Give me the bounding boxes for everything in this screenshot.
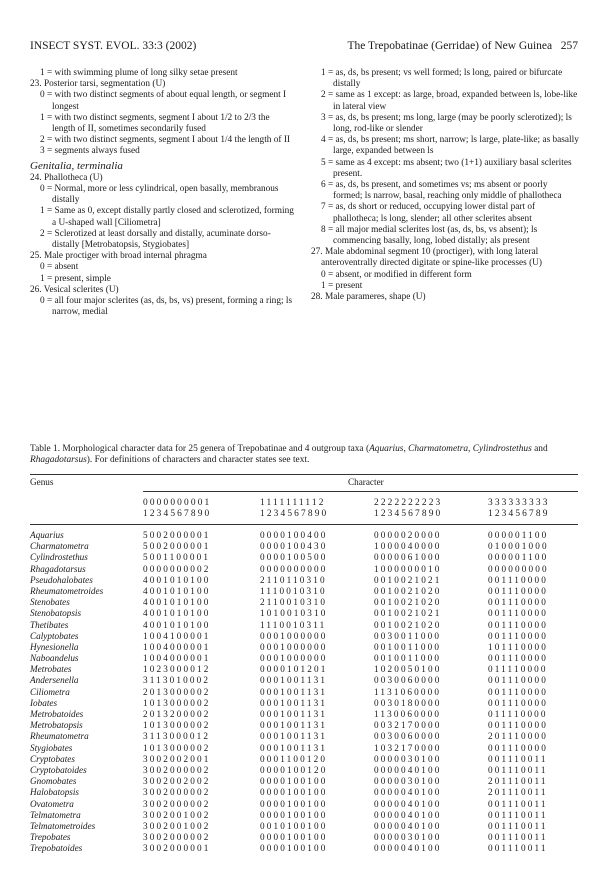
table-row: [30, 675, 578, 686]
genus-name: Halobatopsis: [30, 787, 80, 798]
character-states-block-3: 1130060000: [374, 709, 442, 719]
character-states-block-4: 000001100: [488, 530, 549, 540]
genus-name: Metrobatopsis: [30, 720, 83, 731]
genus-name: Charmatometra: [30, 541, 89, 552]
character-states-block-4: 001110000: [488, 742, 549, 753]
character-states-block-1: 1023000012: [143, 664, 211, 675]
table-row: [30, 821, 578, 832]
character-states-block-1: 5001100001: [143, 552, 211, 563]
table-row: [30, 642, 578, 653]
genus-name: Trepobatoides: [30, 843, 83, 854]
character-states-block-3: 0000030100: [374, 753, 442, 764]
character-states-block-3: 0032170000: [374, 720, 442, 731]
character-states-block-4: 001110000: [488, 697, 549, 708]
character-states-block-2: 0010100100: [260, 820, 328, 831]
table-row: [30, 698, 578, 709]
character-states-block-4: 001110011: [488, 820, 548, 831]
table-row: [30, 720, 578, 731]
genus-name: Trepobates: [30, 832, 71, 843]
caption-text: Table 1. Morphological character data for 25 genera of Trepobatinae and 4 outgroup taxa (: [30, 444, 370, 454]
units-row: [30, 509, 578, 520]
character-heading: 23. Posterior tarsi, segmentation (U): [30, 79, 166, 90]
character-states-block-4: 101110000: [488, 641, 549, 652]
character-state: 2 = Sclerotized at least dorsally and distally, acuminate dorso-distally [Metrobatopsis, Stygiobates]: [40, 228, 271, 251]
character-states-block-1: 3002002002: [143, 776, 211, 787]
genus-name: Pseudohalobates: [30, 574, 93, 585]
character-states-block-1: 3002000002: [143, 798, 211, 809]
table-row: [30, 653, 578, 664]
character-states-block-2: 0000100100: [260, 843, 328, 854]
genus-name: Metrobatoides: [30, 709, 84, 719]
running-title-and-page: [347, 40, 578, 52]
genus-name: Cylindrostethus: [30, 552, 88, 563]
character-states-block-2: 0000100100: [260, 776, 328, 787]
character-heading: 25. Male proctiger with broad internal phragma: [30, 251, 207, 262]
character-states-block-2: 2110110310: [260, 574, 327, 585]
table-row: [30, 810, 578, 821]
character-states-block-2: 0000100100: [260, 832, 328, 843]
character-states-block-1: 3002000001: [143, 843, 211, 854]
character-states-block-1: 1004100001: [143, 630, 211, 641]
page-number: 257: [560, 40, 578, 52]
running-title: The Trepobatinae (Gerridae) of New Guinea: [347, 40, 553, 52]
character-states-block-4: 001110011: [488, 798, 548, 809]
left-text-column: [30, 68, 294, 318]
character-states-block-2: 0001100120: [260, 753, 328, 764]
genus-name: Cryptobatoides: [30, 764, 87, 775]
character-state: 1 = with two distinct segments, segment I about 1/2 to 2/3 the length of II, sometimes secondarily fused: [40, 112, 270, 135]
character-states-block-3: 0010021020: [374, 619, 442, 630]
character-states-block-3: 0010011000: [374, 641, 442, 652]
character-states-block-3: 0030060000: [374, 675, 442, 686]
character-states-block-2: 0001001131: [260, 731, 328, 742]
character-states-block-1: 3113010002: [143, 675, 211, 686]
character-state: 4 = as, ds, bs present; ms short, narrow; ls large, plate-like; as basally large, expanded between ls: [321, 135, 579, 157]
tens-block-4: 333333333: [488, 498, 550, 508]
character-states-block-3: 0030011000: [374, 630, 442, 641]
character-states-block-1: 5002000001: [143, 530, 211, 540]
character-states-block-4: 001110000: [488, 608, 549, 619]
character-state: 3 = as, ds, bs present; ms long, large (may be poorly sclerotized); ls long, rod-like or slender: [321, 112, 572, 135]
genus-name: Andersenella: [30, 675, 79, 686]
table-row: [30, 664, 578, 675]
character-states-block-4: 000000000: [488, 563, 549, 574]
character-states-block-2: 1110010310: [260, 585, 327, 596]
genus-name: Iobates: [30, 697, 58, 708]
character-states-block-1: 3002001002: [143, 820, 211, 831]
table-row: [30, 832, 578, 843]
tens-block-3: 2222222223: [374, 498, 443, 508]
table-row: [30, 575, 578, 586]
character-states-block-1: 1013000002: [143, 697, 211, 708]
character-states-block-2: 0001001131: [260, 720, 328, 731]
character-list-part-2: [30, 173, 294, 319]
character-states-block-2: 0001001131: [260, 697, 328, 708]
character-states-block-3: 0000061000: [374, 552, 442, 563]
character-states-block-2: 0001000000: [260, 641, 328, 652]
character-states-block-1: 3002000002: [143, 764, 211, 775]
character-states-block-1: 3002002001: [143, 753, 211, 764]
genus-name: Calyptobates: [30, 630, 79, 641]
character-states-block-3: 1000000010: [374, 563, 442, 574]
character-states-block-3: 1032170000: [374, 742, 442, 753]
character-states-block-2: 0001001131: [260, 709, 328, 719]
table-body: [30, 530, 578, 854]
character-state: 1 = as, ds, bs present; vs well formed; ls long, paired or bifurcate distally: [321, 68, 563, 90]
character-states-block-3: 0010021020: [374, 597, 442, 608]
character-states-block-3: 0010021020: [374, 585, 442, 596]
table-caption: [30, 444, 578, 467]
character-state: 0 = Normal, more or less cylindrical, open basally, membranous distally: [40, 184, 279, 206]
table-row: [30, 799, 578, 810]
tens-block-2: 1111111112: [260, 498, 326, 508]
character-states-block-2: 0000100100: [260, 787, 328, 798]
table-row: [30, 564, 578, 575]
character-states-block-1: 1013000002: [143, 742, 211, 753]
character-states-block-3: 0000040100: [374, 843, 442, 854]
journal-citation: INSECT SYST. EVOL. 33:3 (2002): [30, 40, 197, 52]
character-states-block-3: 1020050100: [374, 664, 442, 675]
character-states-block-2: 1010010310: [260, 608, 328, 619]
character-states-block-1: 3002001002: [143, 809, 211, 820]
character-state: 1 = present, simple: [40, 273, 111, 284]
character-states-block-1: 4001010100: [143, 585, 211, 596]
caption-taxa-last: Rhagadotarsus: [30, 455, 87, 466]
genus-name: Ovatometra: [30, 798, 74, 809]
character-states-block-1: 3002000002: [143, 787, 211, 798]
character-state: 0 = absent: [40, 262, 79, 273]
character-states-block-4: 001110000: [488, 597, 549, 608]
character-states-block-3: 0030180000: [374, 697, 442, 708]
table-row: [30, 687, 578, 698]
character-states-block-2: 0001000000: [260, 653, 328, 664]
character-state: 7 = as, ds short or reduced, occupying lower distal part of phallotheca; ls long, slender; all other sclerites absent: [321, 202, 536, 224]
character-states-block-1: 2013200002: [143, 709, 211, 719]
genus-name: Metrobates: [30, 664, 72, 675]
character-states-block-4: 001110011: [488, 832, 548, 843]
character-states-block-1: 4001010100: [143, 597, 211, 608]
table-row: [30, 787, 578, 798]
character-heading: 24. Phallotheca (U): [30, 172, 103, 183]
table-row: [30, 743, 578, 754]
table-row: [30, 620, 578, 631]
character-states-block-2: 0000000000: [260, 563, 328, 574]
character-state: 5 = same as 4 except: ms absent; two (1+1) auxiliary basal sclerites present.: [321, 157, 572, 179]
character-states-block-3: 0000040100: [374, 809, 442, 820]
tens-row: [30, 498, 578, 509]
character-states-block-4: 001110000: [488, 686, 549, 697]
character-states-block-3: 1131060000: [374, 686, 442, 697]
caption-and: and: [531, 444, 548, 454]
character-states-block-2: 0001001131: [260, 686, 328, 697]
character-states-block-4: 001110000: [488, 585, 549, 596]
character-states-block-4: 001110000: [488, 630, 549, 641]
character-states-block-1: 2013000002: [143, 686, 211, 697]
character-states-block-3: 0000040100: [374, 820, 442, 831]
character-states-block-3: 0010021021: [374, 574, 442, 585]
section-heading: Genitalia, terminalia: [30, 159, 123, 172]
character-states-block-4: 201110011: [488, 776, 548, 787]
character-state: 0 = absent, or modified in different form: [321, 269, 472, 280]
genus-name: Rheumatometroides: [30, 585, 104, 596]
character-states-block-4: 011110000: [488, 709, 548, 719]
caption-suffix: ). For definitions of characters and character states see text.: [86, 455, 310, 466]
table-row: [30, 608, 578, 619]
character-states-block-4: 010001000: [488, 541, 549, 552]
genus-name: Rheumatometra: [30, 731, 89, 742]
character-states-block-4: 001110000: [488, 619, 549, 630]
character-states-block-1: 3113000012: [143, 731, 211, 742]
character-heading: 26. Vesical sclerites (U): [30, 284, 119, 295]
character-states-block-1: 3002000002: [143, 832, 211, 843]
character-states-block-3: 1000040000: [374, 541, 442, 552]
character-states-block-4: 001110000: [488, 574, 549, 585]
character-state: 0 = all four major sclerites (as, ds, bs, vs) present, forming a ring; ls narrow, medial: [40, 296, 293, 318]
table-row: [30, 552, 578, 563]
table-row: [30, 776, 578, 787]
character-states-block-4: 201110011: [488, 787, 548, 798]
table-row: [30, 541, 578, 552]
genus-name: Cryptobates: [30, 753, 75, 764]
character-states-block-1: 4001010100: [143, 619, 211, 630]
table-row: [30, 586, 578, 597]
genus-name: Telmatometra: [30, 809, 81, 820]
character-states-block-2: 0000101201: [260, 664, 328, 675]
units-block-1: 1234567890: [143, 509, 212, 519]
character-states-block-1: 1004000001: [143, 641, 211, 652]
character-states-block-4: 001110011: [488, 764, 548, 775]
character-states-block-4: 000001100: [488, 552, 549, 563]
character-states-block-1: 0000000002: [143, 563, 211, 574]
character-state: 2 = with two distinct segments, segment I about 1/4 the length of II: [40, 135, 291, 146]
genus-name: Stygiobates: [30, 742, 73, 753]
table-header-row: [30, 475, 578, 491]
character-states-block-2: 0001001131: [260, 742, 328, 753]
character-states-block-1: 4001010100: [143, 608, 211, 619]
character-state: 1 = Same as 0, except distally partly closed and sclerotized, forming a U-shaped wall [Ciliometra]: [40, 206, 294, 228]
character-state: 1 = with swimming plume of long silky setae present: [40, 68, 238, 78]
character-states-block-2: 0000100100: [260, 809, 328, 820]
character-states-block-2: 2110010310: [260, 597, 328, 608]
character-states-block-4: 011110000: [488, 664, 548, 675]
character-state: 3 = segments always fused: [40, 146, 140, 157]
character-states-block-1: 5002000001: [143, 541, 211, 552]
table-row: [30, 530, 578, 541]
genus-name: Telmatometroides: [30, 820, 96, 831]
genus-name: Rhagadotarsus: [30, 563, 86, 574]
character-states-block-1: 1004000001: [143, 653, 211, 664]
genus-column-header: Genus: [30, 477, 54, 487]
table-row: [30, 765, 578, 776]
units-block-3: 1234567890: [374, 509, 443, 519]
character-states-block-2: 0001001131: [260, 675, 328, 686]
character-states-block-3: 0000040100: [374, 798, 442, 809]
units-block-4: 123456789: [488, 509, 550, 519]
character-states-block-4: 201110000: [488, 731, 549, 742]
character-states-block-3: 0000040100: [374, 787, 442, 798]
genus-name: Hynesionella: [30, 641, 79, 652]
character-list-part-3: [311, 68, 579, 303]
genus-name: Aquarius: [30, 530, 64, 540]
character-matrix-table: [30, 474, 578, 854]
character-states-block-4: 001110011: [488, 753, 548, 764]
table-row: [30, 843, 578, 854]
table-row: [30, 597, 578, 608]
character-state: 2 = same as 1 except: as large, broad, expanded between ls, lobe-like in lateral view: [321, 90, 578, 112]
character-heading: 27. Male abdominal segment 10 (proctiger), with long lateral anteroventrally directed digitate or spine-like processes (U): [311, 247, 542, 269]
character-heading: 28. Male parameres, shape (U): [311, 292, 426, 303]
genus-name: Thetibates: [30, 619, 69, 630]
character-states-block-4: 001110011: [488, 843, 548, 854]
right-text-column: [311, 68, 579, 303]
character-states-block-2: 1110010311: [260, 619, 327, 630]
table-row: [30, 754, 578, 765]
character-states-block-3: 0010011000: [374, 653, 442, 664]
character-states-block-2: 0000100400: [260, 530, 328, 540]
character-list-part-1: [30, 68, 294, 158]
character-column-header: Character: [348, 477, 384, 487]
character-states-block-3: 0000030100: [374, 776, 442, 787]
table-row: [30, 731, 578, 742]
character-states-block-2: 0001000000: [260, 630, 328, 641]
table-row: [30, 631, 578, 642]
character-states-block-3: 0030060000: [374, 731, 442, 742]
character-states-block-1: 1013000002: [143, 720, 211, 731]
character-states-block-2: 0000100120: [260, 764, 328, 775]
units-block-2: 1234567890: [260, 509, 329, 519]
character-states-block-3: 0000040100: [374, 764, 442, 775]
genus-name: Ciliometra: [30, 686, 70, 697]
character-states-block-3: 0000020000: [374, 530, 442, 540]
table-row: [30, 709, 578, 720]
genus-name: Stenobates: [30, 597, 70, 608]
character-state: 0 = with two distinct segments of about equal length, or segment I longest: [40, 90, 287, 112]
genus-name: Gnomobates: [30, 776, 77, 787]
tens-block-1: 0000000001: [143, 498, 212, 508]
character-states-block-2: 0000100500: [260, 552, 328, 563]
character-state: 8 = all major medial sclerites lost (as, ds, bs, vs absent); ls commencing basally, long, lobed distally; als present: [321, 224, 538, 247]
character-states-block-4: 001110000: [488, 720, 549, 731]
caption-taxa: Aquarius, Charmatometra, Cylindrostethus: [369, 444, 532, 454]
genus-name: Naboandelus: [30, 653, 79, 664]
character-states-block-1: 4001010100: [143, 574, 211, 585]
character-states-block-3: 0010021021: [374, 608, 442, 619]
character-states-block-4: 001110011: [488, 809, 548, 820]
character-states-block-2: 0000100430: [260, 541, 328, 552]
character-states-block-3: 0000030100: [374, 832, 442, 843]
character-states-block-4: 001110000: [488, 653, 549, 664]
character-state: 6 = as, ds, bs present, and sometimes vs; ms absent or poorly formed; ls narrow, basal, reaching only middle of phallotheca: [321, 180, 562, 202]
character-states-block-4: 001110000: [488, 675, 549, 686]
character-state: 1 = present: [321, 280, 363, 291]
running-header: [30, 40, 578, 54]
genus-name: Stenobatopsis: [30, 608, 82, 619]
character-states-block-2: 0000100100: [260, 798, 328, 809]
